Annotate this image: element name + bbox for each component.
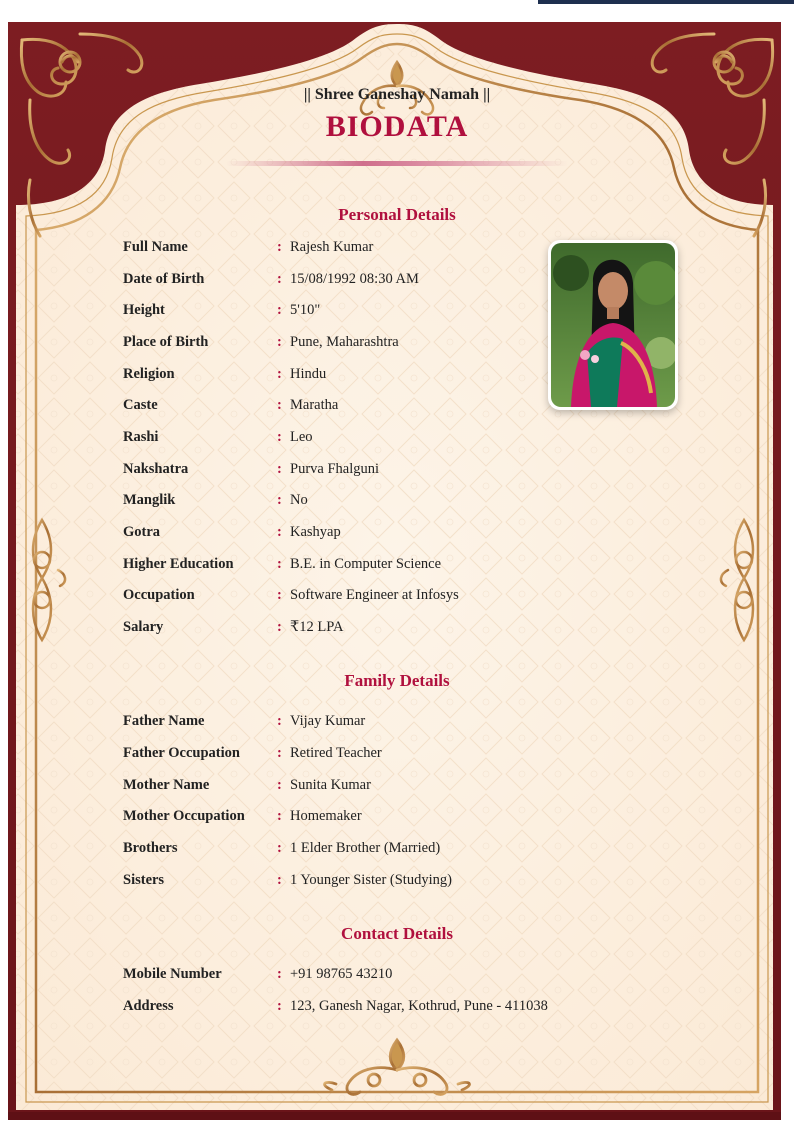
detail-value: Purva Fhalguni <box>290 461 380 477</box>
detail-value: ₹12 LPA <box>290 619 344 635</box>
detail-value: Vijay Kumar <box>290 713 366 729</box>
salutation: || Shree Ganeshay Namah || <box>303 86 491 103</box>
detail-label: Mother Occupation <box>123 808 245 824</box>
detail-value: 5'10" <box>290 302 321 318</box>
detail-label: Higher Education <box>123 556 234 572</box>
detail-label: Rashi <box>123 429 159 445</box>
detail-label: Address <box>123 998 174 1014</box>
detail-value: 1 Younger Sister (Studying) <box>290 872 452 888</box>
detail-value: B.E. in Computer Science <box>290 556 442 572</box>
detail-value: Rajesh Kumar <box>290 239 374 255</box>
detail-label: Nakshatra <box>123 461 189 477</box>
detail-label: Full Name <box>123 239 188 255</box>
section-title-contact: Contact Details <box>341 924 453 943</box>
detail-value: 1 Elder Brother (Married) <box>290 840 441 856</box>
detail-value: Maratha <box>290 397 339 413</box>
detail-value: +91 98765 43210 <box>290 966 393 982</box>
detail-label: Place of Birth <box>123 334 209 350</box>
detail-label: Gotra <box>123 524 161 540</box>
detail-value: Kashyap <box>290 524 341 540</box>
detail-label: Father Name <box>123 713 205 729</box>
detail-value: Pune, Maharashtra <box>290 334 399 350</box>
detail-label: Date of Birth <box>123 271 205 287</box>
detail-value: 15/08/1992 08:30 AM <box>290 271 419 287</box>
detail-label: Height <box>123 302 165 318</box>
detail-value: 123, Ganesh Nagar, Kothrud, Pune - 411038 <box>290 998 548 1014</box>
detail-label: Mobile Number <box>123 966 222 982</box>
profile-photo-icon <box>551 243 675 407</box>
detail-label: Salary <box>123 619 164 635</box>
section-title-family: Family Details <box>344 671 450 690</box>
detail-label: Caste <box>123 397 158 413</box>
profile-photo <box>548 240 678 410</box>
detail-value: Retired Teacher <box>290 745 382 761</box>
detail-value: Homemaker <box>290 808 362 824</box>
detail-label: Manglik <box>123 492 176 508</box>
detail-value: Software Engineer at Infosys <box>290 587 459 603</box>
detail-value: Hindu <box>290 366 327 382</box>
detail-label: Brothers <box>123 840 178 856</box>
detail-label: Occupation <box>123 587 195 603</box>
detail-value: Leo <box>290 429 313 445</box>
detail-value: Sunita Kumar <box>290 777 371 793</box>
detail-label: Religion <box>123 366 175 382</box>
page-title: BIODATA <box>325 110 469 143</box>
title-divider <box>226 161 568 166</box>
detail-value: No <box>290 492 308 508</box>
detail-label: Sisters <box>123 872 165 888</box>
detail-label: Mother Name <box>123 777 210 793</box>
section-title-personal: Personal Details <box>338 205 456 224</box>
detail-label: Father Occupation <box>123 745 240 761</box>
